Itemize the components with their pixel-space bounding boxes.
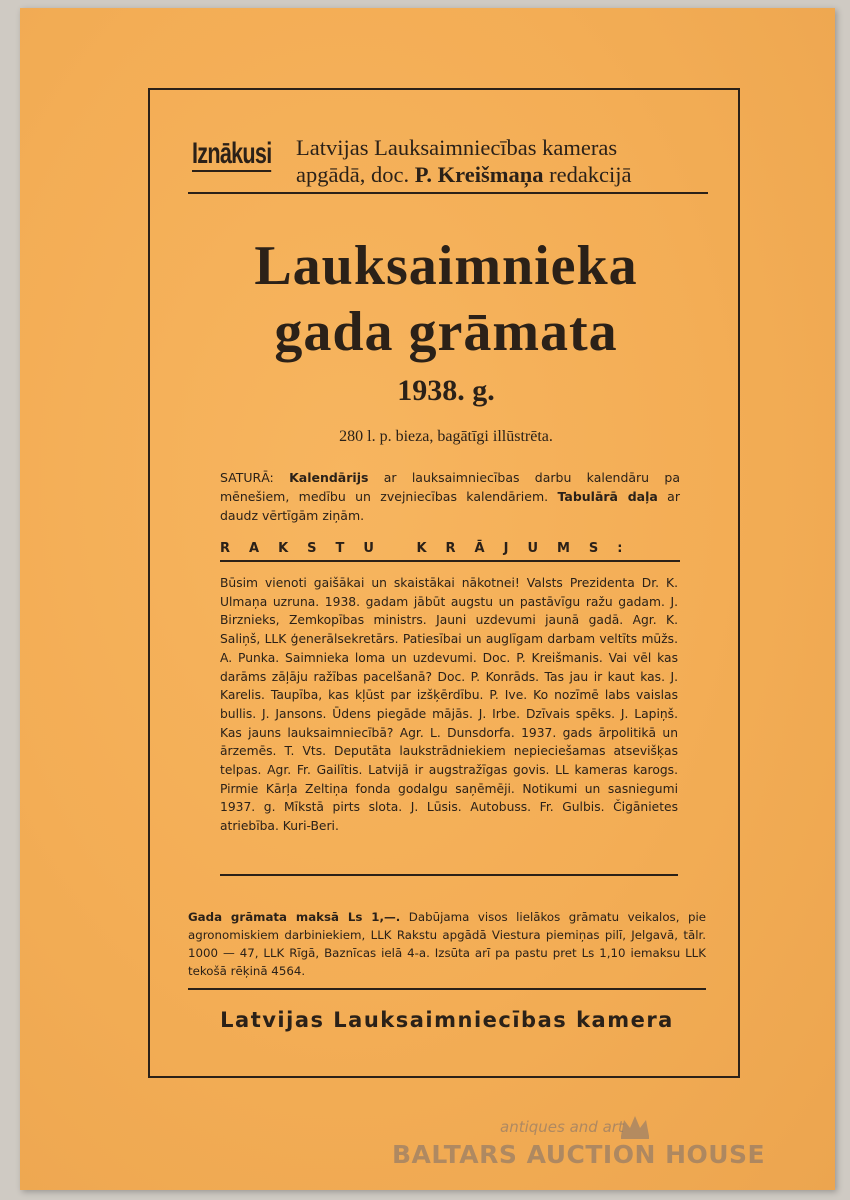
divider bbox=[188, 988, 706, 990]
publisher-footer: Latvijas Lauksaimniecības kamera bbox=[220, 1008, 674, 1032]
articles-heading: RAKSTU KRĀJUMS: bbox=[220, 538, 680, 562]
book-title-line-1: Lauksaimnieka bbox=[254, 235, 638, 297]
contents-summary bbox=[220, 468, 680, 525]
booklet-back-cover bbox=[20, 8, 835, 1190]
divider bbox=[220, 874, 678, 876]
watermark-name: BALTARS AUCTION HOUSE bbox=[392, 1140, 766, 1169]
contents-bold-1: Kalendārijs bbox=[289, 470, 369, 485]
book-title-line-2: gada grāmata bbox=[274, 301, 618, 363]
publisher-line-2 bbox=[296, 161, 706, 188]
price-info bbox=[188, 908, 706, 980]
advertisement-frame bbox=[148, 88, 740, 1078]
watermark-tagline: antiques and art bbox=[500, 1118, 624, 1136]
book-subtitle: 280 l. p. bieza, bagātīgi illūstrēta. bbox=[339, 428, 553, 445]
publisher-line bbox=[296, 134, 706, 188]
contents-bold-2: Tabulārā daļa bbox=[557, 489, 658, 504]
iznakusi-badge: Iznākusi bbox=[192, 137, 272, 170]
publication-header bbox=[188, 132, 708, 194]
contents-text-1: ar lauksaimniecības darbu kalendāru pa mēnešiem, medību un zvejniecības kalendāriem. bbox=[220, 470, 680, 504]
editor-name: P. Kreišmaņa bbox=[414, 162, 544, 187]
contents-text-2: ar daudz vērtīgām ziņām. bbox=[220, 489, 680, 523]
price-text: Dabūjama visos lielākos grāmatu veikalos, pie agronomiskiem darbiniekiem, LLK Rakstu apgādā Viestura piemiņas pilī, Jelgavā, tālr. 1000 — 47, LLK Rīgā, Baznīcas ielā 4-a. Izsūta arī pa pastu pret Ls 1,10 iemaksu LLK tekošā rēķinā 4564. bbox=[188, 910, 706, 978]
articles-list: Būsim vienoti gaišākai un skaistākai nākotnei! Valsts Prezidenta Dr. K. Ulmaņa uzruna. 1938. gadam jābūt augstu un pastāvīgu ražu gadam. J. Birznieks, Zemkopības ministrs. Jauni uzdevumi jaunā gadā. Agr. K. Saliņš, LLK ģenerālsekretārs. Patiesībai un auglīgam darbam veltīts mūžs. A. Punka. Saimnieka loma un uzdevumi. Doc. P. Kreišmanis. Vai vēl kas darāms zāļāju ražības pacelšanā? Doc. P. Konrāds. Tas jau ir kaut kas. J. Karelis. Taupība, kas kļūst par izšķērdību. P. Ive. Ko nozīmē labs vaislas bullis. J. Jansons. Ūdens piegāde mājās. J. Irbe. Dzīvais spēks. J. Lapiņš. Kas jauns lauksaimniecībā? Agr. L. Dunsdorfa. 1937. gads ārpolitikā un ārzemēs. T. Vts. Deputāta laukstrādniekiem nepieciešamas atsevišķas telpas. Agr. Fr. Gailītis. Latvijā ir augstražīgas govis. LL kameras karogs. Pirmie Kārļa Zeltiņa fonda godalgu saņēmēji. Notikumi un sasniegumi 1937. g. Mīkstā pirts slota. J. Lūsis. Autobuss. Fr. Gulbis. Čigānietes atriebība. Kuri-Beri. bbox=[220, 576, 678, 834]
publisher-line-1: Latvijas Lauksaimniecības kameras bbox=[296, 135, 618, 160]
contents-label: SATURĀ: bbox=[220, 470, 274, 485]
price-bold: Gada grāmata maksā Ls 1,—. bbox=[188, 910, 401, 924]
book-year: 1938. g. bbox=[397, 374, 495, 407]
auction-watermark bbox=[392, 1114, 792, 1184]
publisher-line-2-post: redakcijā bbox=[549, 162, 632, 187]
publisher-line-2-pre: apgādā, doc. bbox=[296, 162, 410, 187]
